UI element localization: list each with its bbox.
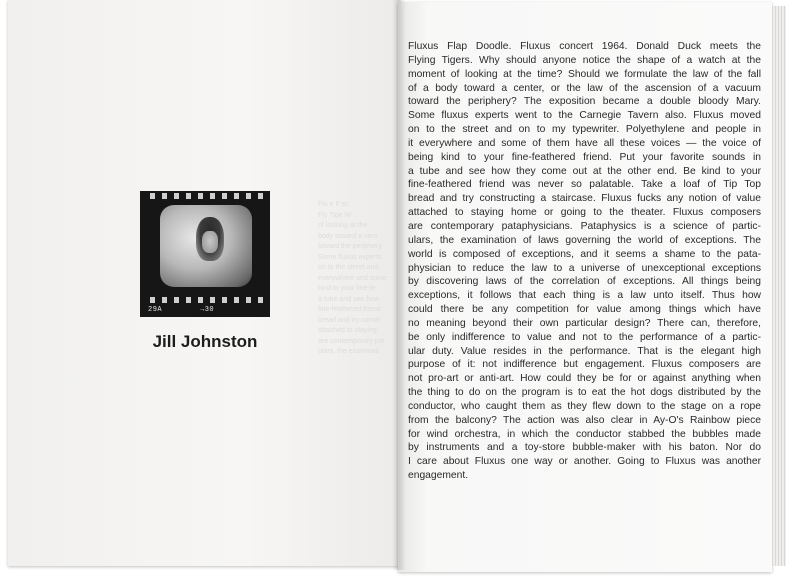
text-line: from the balcony? The action was also clear in Ay-O's Rainbow piece bbox=[408, 414, 761, 426]
text-line: for wind orchestra, in which the conductor stabbed the bubbles made bbox=[408, 428, 761, 440]
text-line: purpose of it: not indifference but engagement. Fluxus composers are bbox=[408, 359, 761, 371]
text-line: the thing to do on the program is to eat the hot dogs distributed by the bbox=[408, 387, 761, 399]
show-through-line: a tube and see how bbox=[318, 295, 380, 303]
film-sprockets-bottom bbox=[146, 297, 264, 303]
essay-body-text bbox=[408, 40, 761, 483]
show-through-line: body toward a cent bbox=[318, 232, 378, 240]
tv-screen-image bbox=[160, 205, 252, 287]
text-line: not pro-art or anti-art. How could they be for or against anything when bbox=[408, 373, 761, 385]
text-line: by instruments and a toy-store bubble-maker with his baton. Nor do bbox=[408, 442, 761, 454]
show-through-line: kind to your fine-fe bbox=[318, 285, 376, 292]
show-through-text bbox=[318, 200, 387, 358]
text-line: are contemporary pataphysicians. Pataphysics is a science of partic- bbox=[408, 220, 761, 232]
text-line: conductor, who caught them as they flew down to the stage on a rope bbox=[408, 400, 761, 412]
page-edges bbox=[772, 6, 786, 566]
text-line: of a body toward a center, or the law of the ascension of a vacuum bbox=[408, 82, 761, 94]
text-line: physician to reduce the law to a universe of unexceptional exceptions bbox=[408, 262, 761, 274]
show-through-line: on to the street and bbox=[318, 264, 379, 271]
text-line: a tube and see how they come out at the other end. Be kind to your bbox=[408, 165, 761, 177]
text-line: Flying Tigers. Why should anyone notice the shape of a watch at the bbox=[408, 54, 761, 66]
show-through-line: Fly Tige W bbox=[318, 211, 352, 219]
text-line: it everywhere and some of them have all these voices — the voice of bbox=[408, 137, 761, 149]
author-name: Jill Johnston bbox=[152, 332, 258, 351]
show-through-line: fine-feathered friend bbox=[318, 306, 381, 313]
text-line: by discovering laws of the correlation of exceptions. All things being bbox=[408, 276, 761, 288]
text-line: engagement. bbox=[408, 470, 469, 482]
book-gutter bbox=[392, 0, 406, 570]
text-line: Fluxus Flap Doodle. Fluxus concert 1964. Donald Duck meets the bbox=[408, 41, 761, 52]
frame-marker: →30 bbox=[200, 306, 215, 314]
show-through-line: bread and try constr bbox=[318, 316, 381, 324]
text-line: toward the periphery? The exposition became a double bloody Mary. bbox=[408, 96, 761, 108]
show-through-line: Some fluxus experts bbox=[318, 253, 382, 261]
text-line: ulars, the examination of laws governing the world of exceptions. The bbox=[408, 234, 761, 246]
film-sprockets-top bbox=[146, 193, 264, 199]
text-line: on to the street and on to my typewriter. Polyethylene and people in bbox=[408, 124, 761, 136]
text-line: no meaning beyond their own particular design? There can, therefore, bbox=[408, 317, 761, 329]
text-line: ular duty. Value resides in the performance. That is the elegant high bbox=[408, 345, 761, 357]
text-line: being kind to your fine-feathered friend. Put your favorite sounds in bbox=[408, 151, 761, 163]
show-through-line: attached to staying bbox=[318, 327, 377, 334]
show-through-line: toward the periphery bbox=[318, 243, 382, 250]
frame-number: 29A bbox=[148, 306, 163, 314]
show-through-line: Flu e F sc bbox=[318, 201, 349, 208]
text-line: could there be any competition for value among things which have bbox=[408, 304, 761, 316]
show-through-line: of looking at the bbox=[318, 222, 368, 229]
show-through-line: are contemporary pat bbox=[318, 337, 385, 345]
text-line: bread and try constructing a staircase. Fluxus fucks any notion of value bbox=[408, 193, 761, 205]
text-line: moment of looking at the time? Should we formulate the law of the fall bbox=[408, 68, 761, 80]
text-line: world is composed of exceptions, and it seems a shame to the pata- bbox=[408, 248, 761, 260]
text-line: attached to staying home or going to the theater. Fluxus composers bbox=[408, 207, 761, 219]
text-line: fine-feathered friend was never so palatable. Take a loaf of Tip Top bbox=[408, 179, 761, 191]
show-through-line: ulars, the examinati bbox=[318, 348, 379, 355]
portrait-face bbox=[202, 231, 218, 253]
text-line: I care about Fluxus one way or another. Going to Fluxus was another bbox=[408, 456, 761, 468]
text-line: exceptions, it follows that each thing is a law unto itself. Thus how bbox=[408, 290, 761, 302]
text-line: Some fluxus experts went to the Carnegie Tavern also. Fluxus moved bbox=[408, 110, 761, 122]
film-frame-photo bbox=[140, 191, 270, 317]
text-line: be only indifference to value and not to the performance of a partic- bbox=[408, 331, 761, 343]
show-through-line: everywhere and some bbox=[318, 274, 387, 282]
